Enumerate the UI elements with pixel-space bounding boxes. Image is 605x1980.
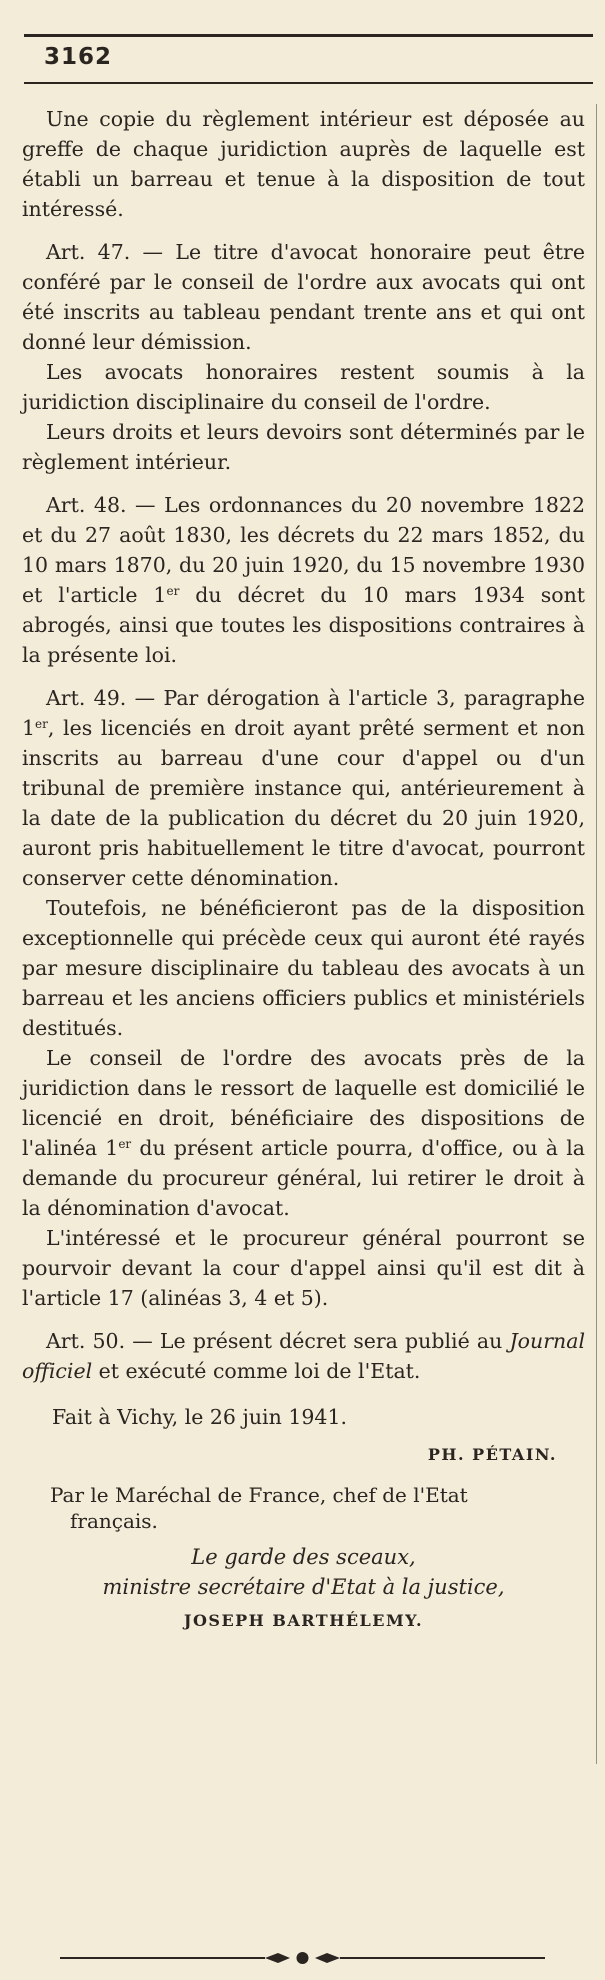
- place-and-date: Fait à Vichy, le 26 juin 1941.: [52, 1405, 348, 1429]
- garde-line-1: Le garde des sceaux,: [191, 1545, 416, 1569]
- article-49-conseil-text-b: du présent article pourra, d'office, ou à la demande du procureur général, lui retirer le droit à la dénomination d'avocat.: [22, 1136, 585, 1220]
- header-top-rule: [24, 34, 593, 37]
- header-bottom-rule: [24, 82, 593, 84]
- ornament-divider-icon: [60, 1950, 545, 1966]
- article-49-toutefois: Toutefois, ne bénéficieront pas de la disposition exceptionnelle qui précède ceux qui auront été rayés par mesure disciplinaire du tableau des avocats à un barreau et les anciens officiers publics et ministériels destitués.: [22, 896, 585, 1040]
- countersign-line-1: Par le Maréchal de France, chef de l'Etat: [50, 1483, 468, 1507]
- article-49-text-b: , les licenciés en droit ayant prêté serment et non inscrits au barreau d'une cour d'appel ou d'un tribunal de première instance qui, antérieurement à la date de la publication du décret du 20 juin 1920, auront pris habituellement le titre d'avocat, pourront conserver cette dénomination.: [22, 716, 585, 890]
- article-48-superscript: er: [166, 584, 180, 598]
- article-49-superscript: er: [35, 717, 48, 731]
- article-48-paragraph: [22, 490, 585, 670]
- article-47-droits: Leurs droits et leurs devoirs sont déterminés par le règlement intérieur.: [22, 420, 585, 474]
- article-50-paragraph: [22, 1326, 585, 1386]
- garde-des-sceaux-title: [22, 1542, 585, 1602]
- article-49-pourvoi: L'intéressé et le procureur général pourront se pourvoir devant la cour d'appel ainsi qu'il est dit à l'article 17 (alinéas 3, 4 et 5).: [22, 1226, 585, 1310]
- article-49-conseil: [22, 1043, 585, 1223]
- journal-officiel-title: Journal officiel: [22, 1329, 585, 1383]
- article-47-paragraph: Art. 47. — Le titre d'avocat honoraire peut être conféré par le conseil de l'ordre aux avocats qui ont été inscrits au tableau pendant trente ans et qui ont donné leur démission.: [22, 240, 585, 354]
- countersign-mention: [50, 1482, 585, 1534]
- countersign-line-2: français.: [70, 1509, 158, 1533]
- paragraph-reglement-copie: Une copie du règlement intérieur est déposée au greffe de chaque juridiction auprès de laquelle est établi un barreau et tenue à la disposition de tout intéressé.: [22, 107, 585, 221]
- article-49-text-a: Art. 49. — Par dérogation à l'article 3, paragraphe 1: [22, 686, 585, 740]
- article-47-honoraires: Les avocats honoraires restent soumis à la juridiction disciplinaire du conseil de l'ordre.: [22, 360, 585, 414]
- column-side-rule: [596, 104, 597, 1764]
- article-48-text-a: Art. 48. — Les ordonnances du 20 novembre 1822 et du 27 août 1830, les décrets du 22 mars 1852, du 10 mars 1870, du 20 juin 1920, du 15 novembre 1930 et l'article 1: [22, 493, 585, 607]
- footer-ornament-rule: [60, 1950, 545, 1966]
- article-50-text-b: et exécuté comme loi de l'Etat.: [92, 1359, 421, 1383]
- article-49-paragraph: [22, 683, 585, 893]
- page-number: 3162: [44, 44, 113, 70]
- signatory-petain: PH. PÉTAIN.: [427, 1445, 557, 1464]
- article-48-text-b: du décret du 10 mars 1934 sont abrogés, ainsi que toutes les dispositions contraires à la présente loi.: [22, 583, 586, 667]
- article-49-conseil-superscript: er: [118, 1137, 132, 1151]
- decree-text-column: [22, 104, 585, 1636]
- signatory-barthelemy: JOSEPH BARTHÉLEMY.: [183, 1611, 424, 1630]
- garde-line-2: ministre secrétaire d'Etat à la justice,: [102, 1575, 505, 1599]
- article-49-conseil-text-a: Le conseil de l'ordre des avocats près de la juridiction dans le ressort de laquelle est domicilié le licencié en droit, bénéficiaire des dispositions de l'alinéa 1: [22, 1046, 585, 1160]
- article-50-text-a: Art. 50. — Le présent décret sera publié au: [46, 1329, 510, 1353]
